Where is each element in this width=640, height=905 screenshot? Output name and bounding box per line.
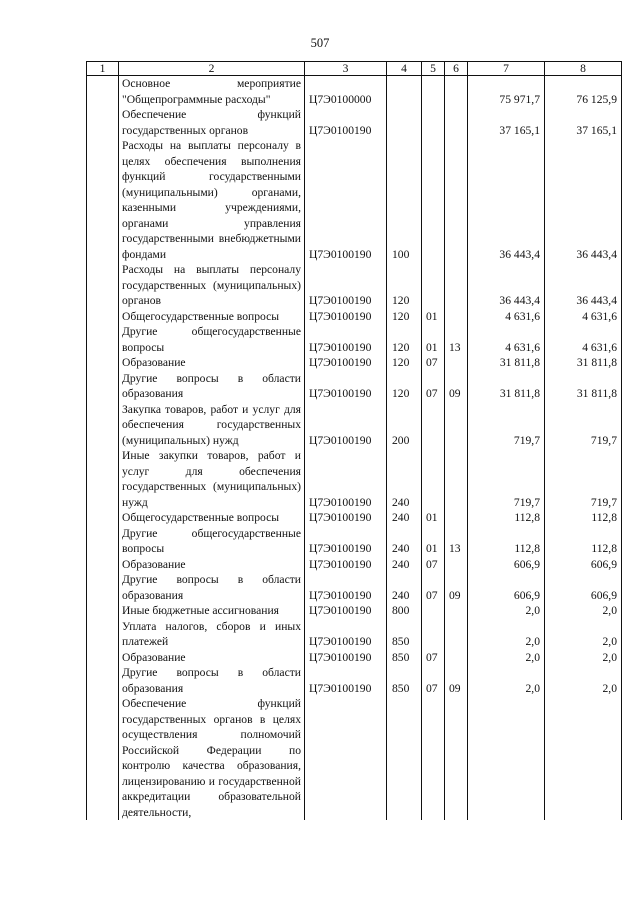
row-number-cell [87, 371, 119, 402]
table-row [87, 526, 622, 557]
row-number-cell [87, 526, 119, 557]
target-code-cell: Ц7Э0100190 [305, 619, 387, 650]
section-cell [422, 402, 445, 449]
amount-year2-cell: 719,7 [545, 402, 622, 449]
column-header: 2 [119, 62, 305, 76]
expense-type-cell: 850 [387, 650, 422, 666]
row-number-cell [87, 572, 119, 603]
section-cell: 07 [422, 665, 445, 696]
row-name-cell: Другие общегосударственные вопросы [119, 324, 305, 355]
expense-type-cell: 120 [387, 371, 422, 402]
row-number-cell [87, 309, 119, 325]
row-name-cell: Обеспечение функций государственных органов в целях осуществления полномочий Российской Федерации по контролю качества образования, лицензированию и государственной аккредитации образовательной деятельности, [119, 696, 305, 820]
expense-type-cell: 240 [387, 510, 422, 526]
row-number-cell [87, 650, 119, 666]
row-number-cell [87, 138, 119, 262]
table-row [87, 107, 622, 138]
amount-year1-cell: 2,0 [468, 650, 545, 666]
row-name-cell: Обеспечение функций государственных органов [119, 107, 305, 138]
header-row [87, 62, 622, 76]
subsection-cell [445, 619, 468, 650]
row-number-cell [87, 619, 119, 650]
amount-year2-cell: 76 125,9 [545, 76, 622, 108]
amount-year1-cell [468, 696, 545, 820]
section-cell [422, 448, 445, 510]
amount-year2-cell: 606,9 [545, 557, 622, 573]
table-row [87, 371, 622, 402]
expense-type-cell: 120 [387, 309, 422, 325]
column-header: 6 [445, 62, 468, 76]
row-name-cell: Другие вопросы в области образования [119, 371, 305, 402]
expense-type-cell: 240 [387, 526, 422, 557]
amount-year2-cell: 31 811,8 [545, 371, 622, 402]
amount-year2-cell: 719,7 [545, 448, 622, 510]
row-name-cell: Общегосударственные вопросы [119, 309, 305, 325]
row-name-cell: Основное мероприятие "Общепрограммные расходы" [119, 76, 305, 108]
expense-type-cell: 120 [387, 324, 422, 355]
column-header: 7 [468, 62, 545, 76]
target-code-cell: Ц7Э0100190 [305, 324, 387, 355]
column-header: 4 [387, 62, 422, 76]
amount-year2-cell: 2,0 [545, 650, 622, 666]
column-header: 1 [87, 62, 119, 76]
amount-year2-cell: 37 165,1 [545, 107, 622, 138]
expense-type-cell: 240 [387, 572, 422, 603]
section-cell [422, 107, 445, 138]
amount-year2-cell [545, 696, 622, 820]
amount-year2-cell: 2,0 [545, 665, 622, 696]
expense-type-cell: 240 [387, 448, 422, 510]
expense-type-cell: 120 [387, 262, 422, 309]
row-number-cell [87, 696, 119, 820]
section-cell: 07 [422, 355, 445, 371]
expense-type-cell: 800 [387, 603, 422, 619]
table-row [87, 76, 622, 108]
section-cell [422, 696, 445, 820]
amount-year2-cell: 112,8 [545, 510, 622, 526]
row-name-cell: Образование [119, 355, 305, 371]
target-code-cell: Ц7Э0100190 [305, 557, 387, 573]
target-code-cell: Ц7Э0100190 [305, 371, 387, 402]
amount-year2-cell: 4 631,6 [545, 324, 622, 355]
amount-year2-cell: 31 811,8 [545, 355, 622, 371]
section-cell: 01 [422, 510, 445, 526]
amount-year1-cell: 4 631,6 [468, 309, 545, 325]
section-cell: 01 [422, 309, 445, 325]
section-cell [422, 603, 445, 619]
page-number: 507 [310, 36, 330, 50]
table-row [87, 402, 622, 449]
subsection-cell [445, 262, 468, 309]
section-cell: 07 [422, 557, 445, 573]
amount-year2-cell: 36 443,4 [545, 138, 622, 262]
amount-year1-cell: 2,0 [468, 665, 545, 696]
amount-year2-cell: 2,0 [545, 603, 622, 619]
row-name-cell: Иные закупки товаров, работ и услуг для обеспечения государственных (муниципальных) нужд [119, 448, 305, 510]
target-code-cell [305, 696, 387, 820]
subsection-cell [445, 557, 468, 573]
table-row [87, 650, 622, 666]
row-name-cell: Уплата налогов, сборов и иных платежей [119, 619, 305, 650]
row-name-cell: Иные бюджетные ассигнования [119, 603, 305, 619]
row-name-cell: Образование [119, 650, 305, 666]
subsection-cell [445, 138, 468, 262]
target-code-cell: Ц7Э0100190 [305, 448, 387, 510]
subsection-cell: 13 [445, 526, 468, 557]
amount-year1-cell: 37 165,1 [468, 107, 545, 138]
target-code-cell: Ц7Э0100190 [305, 309, 387, 325]
section-cell: 07 [422, 572, 445, 603]
section-cell [422, 138, 445, 262]
amount-year1-cell: 719,7 [468, 402, 545, 449]
target-code-cell: Ц7Э0100190 [305, 262, 387, 309]
table-header [87, 62, 622, 76]
amount-year1-cell: 36 443,4 [468, 138, 545, 262]
row-name-cell: Расходы на выплаты персоналу государственных (муниципальных) органов [119, 262, 305, 309]
subsection-cell [445, 402, 468, 449]
amount-year2-cell: 4 631,6 [545, 309, 622, 325]
amount-year1-cell: 606,9 [468, 572, 545, 603]
target-code-cell: Ц7Э0100000 [305, 76, 387, 108]
target-code-cell: Ц7Э0100190 [305, 572, 387, 603]
expense-type-cell: 120 [387, 355, 422, 371]
column-header: 3 [305, 62, 387, 76]
table-row [87, 557, 622, 573]
amount-year2-cell: 2,0 [545, 619, 622, 650]
amount-year1-cell: 2,0 [468, 603, 545, 619]
expense-type-cell: 850 [387, 619, 422, 650]
section-cell: 07 [422, 371, 445, 402]
budget-table [86, 61, 622, 820]
section-cell [422, 619, 445, 650]
subsection-cell [445, 76, 468, 108]
row-name-cell: Общегосударственные вопросы [119, 510, 305, 526]
subsection-cell [445, 510, 468, 526]
subsection-cell [445, 448, 468, 510]
subsection-cell: 09 [445, 371, 468, 402]
table-row [87, 619, 622, 650]
row-name-cell: Закупка товаров, работ и услуг для обеспечения государственных (муниципальных) нужд [119, 402, 305, 449]
target-code-cell: Ц7Э0100190 [305, 107, 387, 138]
section-cell: 07 [422, 650, 445, 666]
table-row [87, 355, 622, 371]
row-number-cell [87, 324, 119, 355]
table-row [87, 138, 622, 262]
table-row [87, 696, 622, 820]
amount-year1-cell: 719,7 [468, 448, 545, 510]
table-row [87, 665, 622, 696]
amount-year1-cell: 112,8 [468, 510, 545, 526]
target-code-cell: Ц7Э0100190 [305, 526, 387, 557]
table-row [87, 603, 622, 619]
row-number-cell [87, 76, 119, 108]
subsection-cell [445, 355, 468, 371]
amount-year2-cell: 36 443,4 [545, 262, 622, 309]
expense-type-cell: 240 [387, 557, 422, 573]
row-name-cell: Другие вопросы в области образования [119, 572, 305, 603]
row-number-cell [87, 510, 119, 526]
subsection-cell: 09 [445, 572, 468, 603]
row-number-cell [87, 107, 119, 138]
target-code-cell: Ц7Э0100190 [305, 510, 387, 526]
subsection-cell: 13 [445, 324, 468, 355]
row-name-cell: Другие общегосударственные вопросы [119, 526, 305, 557]
expense-type-cell [387, 696, 422, 820]
target-code-cell: Ц7Э0100190 [305, 138, 387, 262]
amount-year1-cell: 112,8 [468, 526, 545, 557]
amount-year1-cell: 31 811,8 [468, 371, 545, 402]
row-number-cell [87, 557, 119, 573]
amount-year1-cell: 2,0 [468, 619, 545, 650]
table-row [87, 262, 622, 309]
row-number-cell [87, 402, 119, 449]
table-row [87, 448, 622, 510]
amount-year1-cell: 606,9 [468, 557, 545, 573]
subsection-cell: 09 [445, 665, 468, 696]
column-header: 5 [422, 62, 445, 76]
amount-year2-cell: 112,8 [545, 526, 622, 557]
table-row [87, 309, 622, 325]
table-row [87, 572, 622, 603]
row-number-cell [87, 603, 119, 619]
expense-type-cell [387, 107, 422, 138]
section-cell [422, 262, 445, 309]
amount-year1-cell: 75 971,7 [468, 76, 545, 108]
section-cell: 01 [422, 324, 445, 355]
target-code-cell: Ц7Э0100190 [305, 603, 387, 619]
expense-type-cell: 200 [387, 402, 422, 449]
expense-type-cell [387, 76, 422, 108]
target-code-cell: Ц7Э0100190 [305, 650, 387, 666]
row-number-cell [87, 448, 119, 510]
expense-type-cell: 100 [387, 138, 422, 262]
table-row [87, 324, 622, 355]
amount-year2-cell: 606,9 [545, 572, 622, 603]
subsection-cell [445, 309, 468, 325]
subsection-cell [445, 107, 468, 138]
section-cell: 01 [422, 526, 445, 557]
target-code-cell: Ц7Э0100190 [305, 355, 387, 371]
expense-type-cell: 850 [387, 665, 422, 696]
table-body [87, 76, 622, 821]
target-code-cell: Ц7Э0100190 [305, 402, 387, 449]
table-row [87, 510, 622, 526]
amount-year1-cell: 36 443,4 [468, 262, 545, 309]
row-name-cell: Другие вопросы в области образования [119, 665, 305, 696]
row-name-cell: Образование [119, 557, 305, 573]
row-name-cell: Расходы на выплаты персоналу в целях обеспечения выполнения функций государственными (муниципальными) органами, казенными учреждениями, органами управления государственными внебюджетными фондами [119, 138, 305, 262]
column-header: 8 [545, 62, 622, 76]
target-code-cell: Ц7Э0100190 [305, 665, 387, 696]
amount-year1-cell: 4 631,6 [468, 324, 545, 355]
amount-year1-cell: 31 811,8 [468, 355, 545, 371]
subsection-cell [445, 603, 468, 619]
subsection-cell [445, 696, 468, 820]
row-number-cell [87, 262, 119, 309]
row-number-cell [87, 665, 119, 696]
row-number-cell [87, 355, 119, 371]
subsection-cell [445, 650, 468, 666]
section-cell [422, 76, 445, 108]
